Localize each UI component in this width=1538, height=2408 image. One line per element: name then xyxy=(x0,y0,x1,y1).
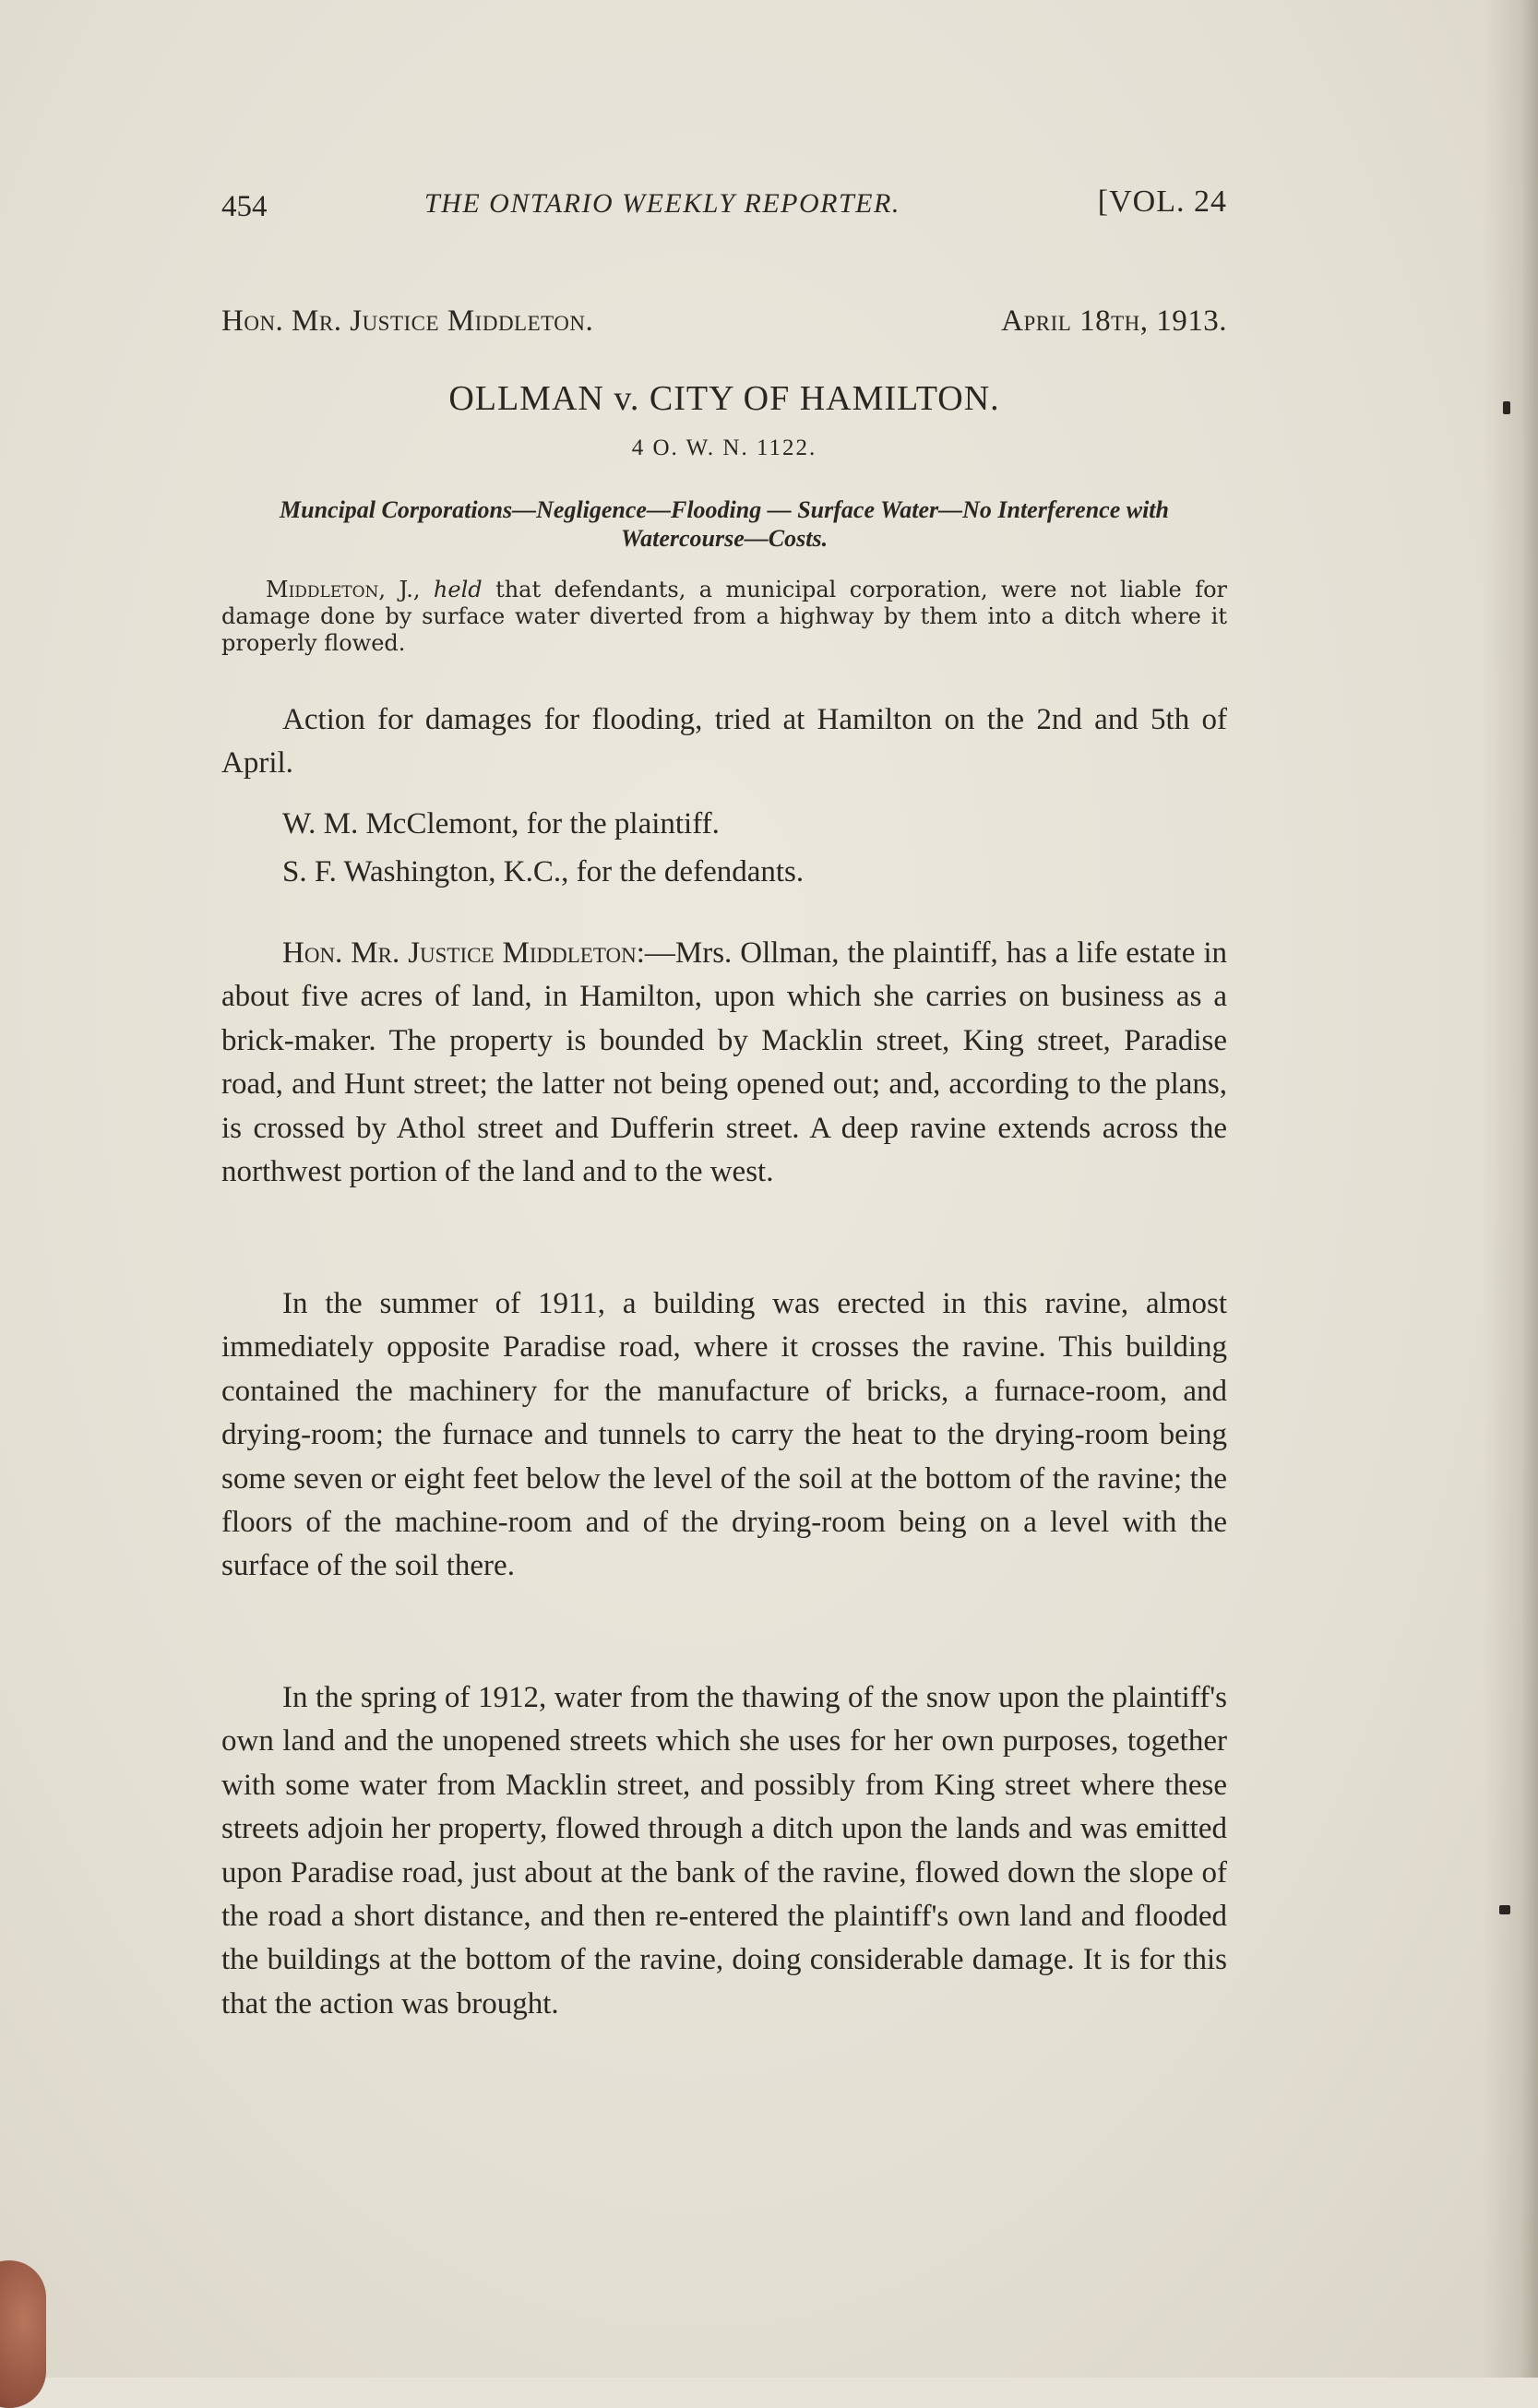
opinion-paragraph-3: In the spring of 1912, water from the thawing of the snow upon the plaintiff's own land and the unopened streets which she uses for her own purposes, together with some water from Macklin street, and possibly from King street where these streets adjoin her property, flowed through a ditch upon the lands and was emitted upon Paradise road, just about at the bank of the ravine, flowed down the slope of the road a short distance, and then re-entered the plaintiff's own land and flooded the buildings at the bottom of the ravine, doing considerable damage. It is for this that the action was brought. xyxy=(221,1681,1227,2021)
thumb-in-frame xyxy=(0,2260,46,2408)
running-head xyxy=(221,185,1227,231)
journal-title: THE ONTARIO WEEKLY REPORTER. xyxy=(424,188,900,219)
headnote-judge: Middleton, J., xyxy=(266,577,421,602)
headnote-held: held xyxy=(433,577,483,602)
opinion-judge: Hon. Mr. Justice Middleton xyxy=(282,936,637,970)
opinion-text-1: :—Mrs. Ollman, the plaintiff, has a life estate in about five acres of land, in Hamilton, upon which she carries on business as a brick-maker. The property is bounded by Macklin street, King street, Paradise road, and Hunt street; the latter not being opened out; and, according to the plans, is crossed by Athol street and Dufferin street. A deep ravine extends across the northwest portion of the land and to the west. xyxy=(221,936,1227,1189)
page-gutter-shadow xyxy=(1483,0,1538,2378)
counsel-plaintiff: W. M. McClemont, for the plaintiff. xyxy=(282,807,720,840)
case-title: OLLMAN v. CITY OF HAMILTON. xyxy=(448,379,1000,418)
headnote-summary xyxy=(221,577,1227,657)
page-number: 454 xyxy=(221,190,268,223)
judge-name: Hon. Mr. Justice Middleton. xyxy=(221,304,594,338)
opinion-paragraph-1 xyxy=(221,932,1227,1194)
edge-mark xyxy=(1499,1905,1510,1914)
edge-mark xyxy=(1503,401,1510,414)
case-citation: 4 O. W. N. 1122. xyxy=(631,435,817,460)
headnote-text: that defendants, a municipal corporation, were not liable for damage done by surface water diverted from a highway by them into a ditch where it properly flowed. xyxy=(221,577,1227,656)
opinion-paragraph-2: In the summer of 1911, a building was erected in this ravine, almost immediately opposite Paradise road, where it crosses the ravine. This building contained the machinery for the manufacture of bricks, a furnace-room, and drying-room; the furnace and tunnels to carry the heat to the drying-room being some seven or eight feet below the level of the soil at the bottom of the ravine; the floors of the machine-room and of the drying-room being on a level with the surface of the soil there. xyxy=(221,1287,1227,1583)
intro-paragraph: Action for damages for flooding, tried at Hamilton on the 2nd and 5th of April. xyxy=(221,703,1227,781)
volume-label: [VOL. 24 xyxy=(1097,185,1227,219)
decision-date: April 18th, 1913. xyxy=(1001,304,1227,338)
counsel-defendants: S. F. Washington, K.C., for the defendants. xyxy=(282,855,805,888)
headnote-topics: Muncipal Corporations—Negligence—Flooding — Surface Water—No Interference with Watercourse—Costs. xyxy=(280,496,1169,552)
